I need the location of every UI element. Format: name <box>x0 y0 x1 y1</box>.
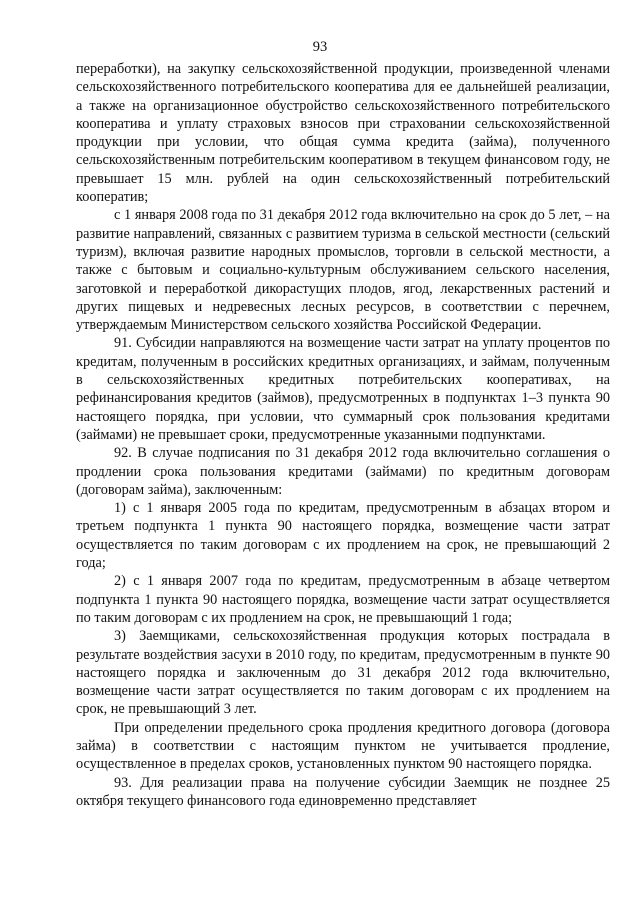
paragraph-term-limit: При определении предельного срока продления кредитного договора (договора займа) в соответствии с настоящим пунктом не учитывается продление, осуществленное в пределах сроков, установленных пунктом 90 настоящего порядка. <box>76 719 610 773</box>
paragraph-item-92: 92. В случае подписания по 31 декабря 2012 года включительно соглашения о продлении срока пользования кредитами (займами) по кредитным договорам (договорам займа), заключенным: <box>76 445 610 498</box>
page-number: 93 <box>312 39 328 55</box>
paragraph-rural-tourism: с 1 января 2008 года по 31 декабря 2012 года включительно на срок до 5 лет, – на развитие направлений, связанных с развитием туризма в сельской местности (сельский туризм), включая развитие народных промыслов, торговли в сельской местности, а также с бытовым и социально-культурным обслуживанием сельского населения, заготовкой и переработкой дикорастущих плодов, ягод, лекарственных растений и других пищевых и недревесных лесных ресурсов, в соответствии с перечнем, утверждаемым Министерством сельского хозяйства Российской Федерации. <box>76 207 610 334</box>
paragraph-item-92-sub-3: 3) Заемщиками, сельскохозяйственная продукция которых пострадала в результате воздействия засухи в 2010 году, по кредитам, предусмотренным в пункте 90 настоящего порядка и заключенным до 31 декабря 2012 года включительно, возмещение части затрат осуществляется по таким договорам с их продлением на срок, не превышающий 3 лет. <box>76 628 610 718</box>
document-body <box>76 60 610 810</box>
paragraph-item-92-sub-2: 2) с 1 января 2007 года по кредитам, предусмотренным в абзаце четвертом подпункта 1 пункта 90 настоящего порядка, возмещение части затрат осуществляется по таким договорам с их продлением на срок, не превышающий 1 года; <box>76 573 610 626</box>
paragraph-continuation: переработки), на закупку сельскохозяйственной продукции, произведенной членами сельскохозяйственного потребительского кооператива для ее дальнейшей реализации, а также на организационное обустройство сельскохозяйственного потребительского кооператива и уплату страховых взносов при страховании сельскохозяйственной продукции при условии, что общая сумма кредита (займа), полученного сельскохозяйственным потребительским кооперативом в текущем финансовом году, не превышает 15 млн. рублей на один сельскохозяйственный потребительский кооператив; <box>76 61 610 206</box>
paragraph-item-92-sub-1: 1) с 1 января 2005 года по кредитам, предусмотренным в абзацах втором и третьем подпункта 1 пункта 90 настоящего порядка, возмещение части затрат осуществляется по таким договорам с их продлением на срок, не превышающий 2 года; <box>76 500 610 572</box>
paragraph-item-91: 91. Субсидии направляются на возмещение части затрат на уплату процентов по кредитам, полученным в российских кредитных организациях, и займам, полученным в сельскохозяйственных кредитных потребительских кооперативах, на рефинансирования кредитов (займов), предусмотренных в подпунктах 1–3 пункта 90 настоящего порядка, при условии, что суммарный срок пользования кредитами (займами) не превышает сроки, предусмотренные указанными подпунктами. <box>76 335 610 443</box>
paragraph-item-93: 93. Для реализации права на получение субсидии Заемщик не позднее 25 октября текущего финансового года единовременно представляет <box>76 774 610 809</box>
